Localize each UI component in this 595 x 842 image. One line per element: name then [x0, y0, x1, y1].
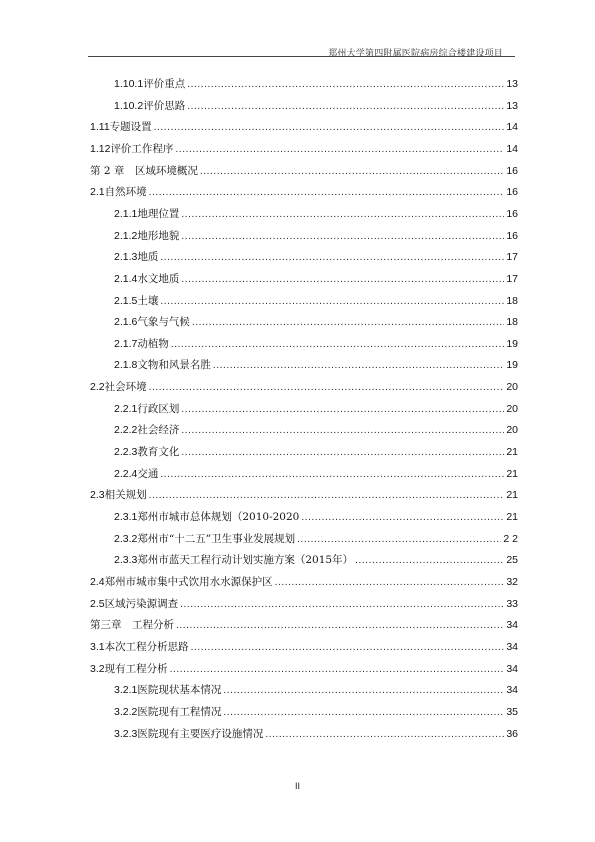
toc-entry[interactable]: [90, 380, 518, 394]
toc-entry[interactable]: [114, 294, 518, 308]
toc-entry-number: 3.2: [90, 662, 105, 675]
toc-dot-leader: [191, 641, 505, 654]
toc-entry-title: 郑州市城市总体规划（2010-2020: [137, 511, 300, 523]
toc-entry-page: 19: [506, 359, 518, 372]
toc-entry-title: 医院现有主要医疗设施情况: [137, 727, 264, 740]
toc-entry[interactable]: [114, 467, 518, 481]
toc-dot-leader: [170, 663, 505, 676]
toc-entry-title: 文物和风景名胜: [137, 359, 211, 372]
toc-entry-title: 医院现有工程情况: [137, 705, 222, 718]
toc-entry-page: 32: [506, 575, 518, 588]
toc-dot-leader: [192, 316, 504, 329]
toc-entry-label: [90, 164, 198, 178]
toc-entry-page: 25: [506, 554, 518, 567]
toc-entry[interactable]: [90, 488, 518, 502]
toc-entry-number: 2.1.6: [114, 316, 138, 329]
toc-entry-label: [114, 337, 169, 351]
toc-entry-number: 2.1.7: [114, 337, 138, 350]
toc-entry[interactable]: [114, 510, 518, 524]
toc-entry-number: 2.2.3: [114, 446, 138, 459]
toc-entry-number: 1.10.2: [114, 99, 144, 112]
header-title: 郑州大学第四附属医院病房综合楼建设项目: [328, 49, 503, 59]
toc-dot-leader: [181, 403, 504, 416]
toc-entry-number: 3.2.2: [114, 705, 138, 718]
toc-entry-title: 评价工作程序: [110, 142, 174, 155]
toc-dot-leader: [223, 706, 504, 719]
toc-dot-leader: [180, 598, 504, 611]
toc-dot-leader: [176, 619, 504, 632]
toc-entry-title: 区域污染源调查: [104, 597, 179, 610]
toc-entry-page: 34: [506, 619, 518, 632]
toc-entry-page: 16: [506, 164, 518, 177]
toc-entry-page: 34: [506, 662, 518, 675]
toc-entry-number: 2.1.5: [114, 294, 138, 307]
toc-entry-label: [90, 597, 178, 611]
toc-entry-page: 14: [506, 121, 518, 134]
toc-entry-label: [90, 575, 273, 589]
toc-entry-number: 1.11: [90, 121, 110, 134]
toc-entry-number: 3.2.3: [114, 727, 138, 740]
toc-entry[interactable]: [114, 553, 518, 567]
toc-entry-title: 评价重点: [143, 78, 186, 90]
toc-entry-label: [114, 402, 179, 416]
toc-entry[interactable]: [114, 705, 518, 719]
toc-dot-leader: [154, 121, 505, 134]
toc-entry-number: 2.2.1: [114, 402, 138, 415]
toc-dot-leader: [200, 165, 504, 178]
toc-dot-leader: [149, 186, 505, 199]
toc-entry-page: 16: [506, 186, 518, 199]
toc-entry-page: 13: [506, 78, 518, 90]
toc-entry-number: 2.1.1: [114, 207, 138, 220]
toc-entry-page: 20: [506, 402, 518, 415]
header-rule: [88, 56, 515, 57]
toc-entry-title: 专题设置: [109, 121, 152, 134]
toc-dot-leader: [175, 143, 504, 156]
toc-entry-label: [114, 99, 185, 113]
toc-entry-page: 36: [506, 727, 518, 740]
toc-entry-page: 17: [506, 251, 518, 264]
toc-entry-number: 1.12: [90, 142, 111, 155]
toc-entry-page: 21: [506, 511, 518, 523]
toc-entry[interactable]: [90, 662, 518, 676]
toc-dot-leader: [223, 684, 504, 697]
toc-entry-label: [90, 488, 147, 502]
toc-entry-number: 2.3: [90, 489, 105, 502]
toc-dot-leader: [181, 446, 504, 459]
toc-entry-page: 18: [506, 294, 518, 307]
toc-entry-title: 地理位置: [137, 207, 180, 220]
toc-entry-title: 第三章 工程分析: [90, 619, 174, 632]
toc-dot-leader: [213, 359, 504, 372]
toc-entry-title: 社会经济: [137, 424, 180, 437]
toc-dot-leader: [275, 576, 505, 589]
toc-entry[interactable]: [114, 272, 518, 286]
toc-dot-leader: [355, 554, 504, 567]
toc-entry[interactable]: [90, 185, 518, 199]
toc-entry-label: [114, 315, 190, 329]
toc-dot-leader: [160, 295, 504, 308]
toc-entry-title: 本次工程分析思路: [104, 640, 189, 653]
toc-entry-title: 郑州市城市集中式饮用水水源保护区: [104, 575, 273, 588]
toc-entry-label: [114, 510, 299, 524]
toc-entry-page: 35: [506, 705, 518, 718]
toc-entry-number: 2.2.4: [114, 467, 138, 480]
toc-entry-number: 2.1.8: [114, 359, 138, 372]
toc-entry[interactable]: [90, 575, 518, 589]
toc-dot-leader: [181, 273, 504, 286]
toc-entry-page: 21: [506, 489, 518, 502]
toc-entry-title: 评价思路: [143, 99, 186, 112]
toc-entry-page: 16: [506, 229, 518, 242]
toc-dot-leader: [149, 489, 505, 502]
toc-entry-label: [114, 467, 158, 481]
toc-entry-page: 34: [506, 640, 518, 653]
toc-entry-title: 郑州市“十二五”卫生事业发展规划: [137, 532, 296, 545]
toc-entry-title: 自然环境: [104, 186, 147, 199]
toc-entry-title: 地形地貌: [137, 229, 180, 242]
toc-entry[interactable]: [90, 640, 518, 654]
toc-entry-page: 19: [506, 337, 518, 350]
toc-entry-label: [114, 532, 295, 546]
toc-dot-leader: [160, 468, 504, 481]
toc-entry[interactable]: [90, 142, 518, 156]
toc-entry-title: 动植物: [137, 337, 169, 350]
toc-entry-page: 33: [506, 597, 518, 610]
toc-entry-label: [90, 185, 147, 199]
toc-entry-label: [114, 229, 179, 243]
toc-entry[interactable]: [114, 250, 518, 264]
toc-entry[interactable]: [90, 120, 518, 134]
toc-entry[interactable]: [90, 618, 518, 632]
toc-entry[interactable]: [90, 597, 518, 611]
toc-entry-title: 第 2 章 区域环境概况: [90, 164, 198, 177]
toc-entry-title: 气象与气候: [137, 316, 190, 329]
toc-dot-leader: [297, 533, 501, 546]
toc-entry-number: 2.1.4: [114, 272, 138, 285]
toc-dot-leader: [181, 230, 504, 243]
toc-dot-leader: [301, 511, 504, 524]
toc-entry[interactable]: [114, 683, 518, 697]
toc-entry-page: 21: [506, 446, 518, 459]
toc-entry-label: [114, 358, 211, 372]
toc-dot-leader: [187, 78, 504, 91]
toc-dot-leader: [181, 424, 504, 437]
toc-entry-title: 土壤: [137, 294, 159, 307]
toc-entry[interactable]: [114, 207, 518, 221]
toc-entry-title: 交通: [137, 467, 159, 480]
toc-entry[interactable]: [114, 99, 518, 113]
toc-entry[interactable]: [114, 337, 518, 351]
toc-entry-title: 水文地质: [137, 272, 180, 285]
toc-entry-label: [90, 618, 174, 632]
toc-entry-number: 2.1.3: [114, 251, 138, 264]
toc-entry[interactable]: [114, 445, 518, 459]
toc-dot-leader: [265, 728, 504, 741]
toc-entry[interactable]: [114, 727, 518, 741]
toc-dot-leader: [160, 251, 504, 264]
toc-entry-number: 2.2: [90, 381, 105, 394]
toc-entry-title: 郑州市蓝天工程行动计划实施方案（2015年）: [137, 554, 354, 567]
toc-entry-title: 地质: [137, 251, 159, 264]
toc-entry-title: 社会环境: [104, 381, 147, 394]
toc-entry-number: 2.1.2: [114, 229, 138, 242]
toc-dot-leader: [187, 100, 504, 113]
toc-entry-label: [114, 553, 353, 567]
toc-entry[interactable]: [114, 358, 518, 372]
toc-entry-number: 3.1: [90, 640, 105, 653]
toc-entry-label: [114, 77, 185, 91]
toc-entry-label: [90, 142, 173, 156]
toc-entry-page: 20: [506, 424, 518, 437]
toc-entry-number: 1.10.1: [114, 78, 144, 90]
toc-entry[interactable]: [114, 423, 518, 437]
toc-entry-number: 2.3.1: [114, 511, 138, 523]
toc-entry[interactable]: [114, 229, 518, 243]
toc-dot-leader: [181, 208, 504, 221]
toc-entry-label: [90, 380, 147, 394]
toc-entry-number: 2.1: [90, 186, 105, 199]
toc-entry-number: 2.3.2: [114, 532, 138, 545]
toc-entry-label: [114, 683, 221, 697]
toc-entry-page: 34: [506, 684, 518, 697]
toc-entry-label: [114, 272, 179, 286]
toc-entry-label: [114, 727, 263, 741]
toc-entry-page: 18: [506, 316, 518, 329]
toc-entry-label: [114, 445, 179, 459]
toc-entry-number: 3.2.1: [114, 684, 138, 697]
toc-entry-label: [90, 120, 152, 134]
toc-entry-page: 14: [506, 142, 518, 155]
toc-entry-number: 2.3.3: [114, 554, 138, 567]
toc-entry-title: 医院现状基本情况: [137, 684, 222, 697]
toc-entry-page: 16: [506, 207, 518, 220]
toc-entry-label: [114, 294, 158, 308]
toc-entry-title: 行政区划: [137, 402, 180, 415]
toc-entry-page: 21: [506, 467, 518, 480]
toc-entry-label: [90, 640, 189, 654]
toc-entry-page: 13: [506, 99, 518, 112]
toc-entry[interactable]: [90, 164, 518, 178]
toc-entry-title: 现有工程分析: [104, 662, 168, 675]
footer-page-number: II: [294, 781, 300, 791]
toc-dot-leader: [149, 381, 505, 394]
toc-entry-title: 教育文化: [137, 446, 180, 459]
toc-entry-label: [114, 705, 221, 719]
toc-entry-page: 17: [506, 272, 518, 285]
toc-entry[interactable]: [114, 402, 518, 416]
toc-entry[interactable]: [114, 77, 518, 91]
toc-entry-number: 2.5: [90, 597, 105, 610]
toc-entry[interactable]: [114, 315, 518, 329]
toc-entry[interactable]: [114, 532, 518, 546]
toc-entry-page: 20: [506, 381, 518, 394]
toc-entry-label: [114, 250, 158, 264]
toc-entry-number: 2.2.2: [114, 424, 138, 437]
toc-entry-label: [90, 662, 168, 676]
toc-entry-page: 2 2: [503, 532, 518, 545]
toc-entry-number: 2.4: [90, 575, 105, 588]
toc-entry-label: [114, 423, 179, 437]
toc-entry-title: 相关规划: [104, 489, 147, 502]
toc-entry-label: [114, 207, 179, 221]
toc-dot-leader: [171, 338, 504, 351]
